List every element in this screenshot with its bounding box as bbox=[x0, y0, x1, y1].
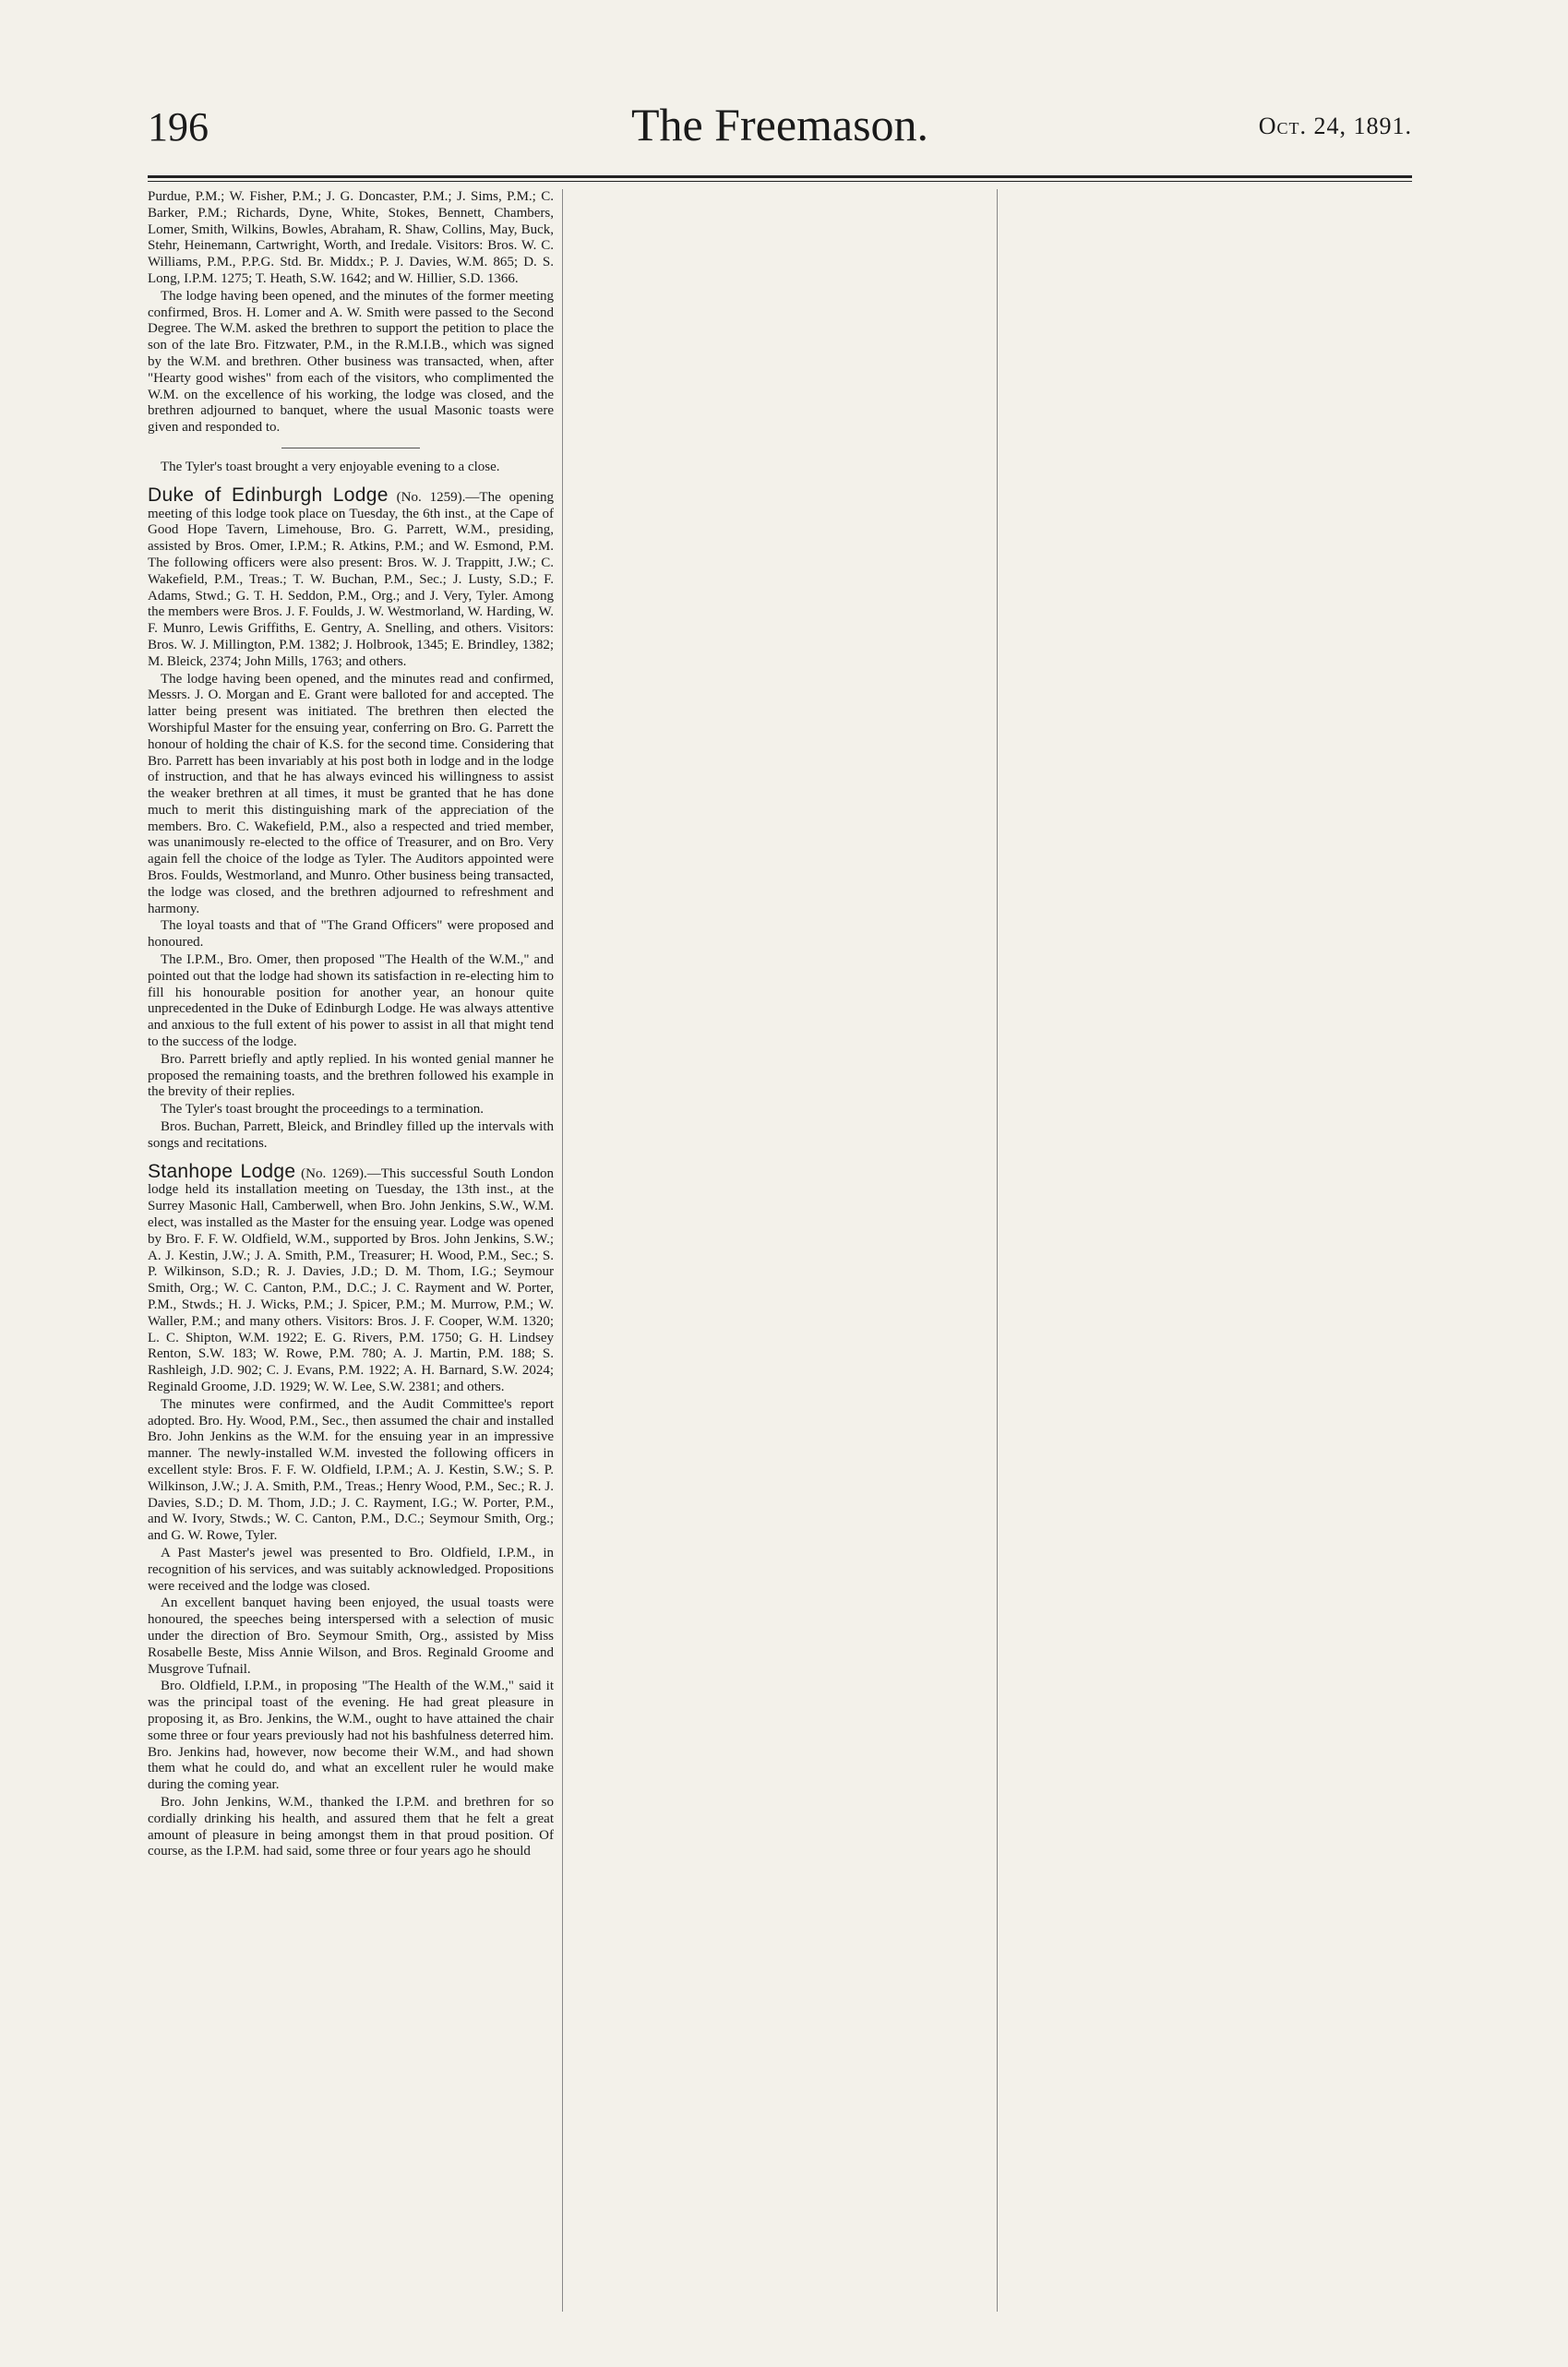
column-divider bbox=[997, 189, 998, 2312]
paragraph: The minutes were confirmed, and the Audit Committee's report adopted. Bro. Hy. Wood, P.M., Sec., then assumed the chair and installed Bro. John Jenkins as the W.M. for the ensuing year in an impressive manner. The newly-installed W.M. invested the following officers in excellent style: Bros. F. F. W. Oldfield, I.P.M.; A. J. Kestin, S.W.; S. P. Wilkinson, J.W.; J. A. Smith, P.M., Treas.; Henry Wood, P.M., Sec.; R. J. Davies, S.D.; D. M. Thom, J.D.; J. C. Rayment, I.G.; W. Porter, P.M., and W. Ivory, Stwds.; W. C. Canton, P.M., D.C.; Seymour Smith, Org.; and G. W. Rowe, Tyler. bbox=[148, 1396, 554, 1544]
paragraph: The Tyler's toast brought a very enjoyable evening to a close. bbox=[161, 459, 500, 474]
paragraph: This successful South London lodge held its installation meeting on Tuesday, the 13th inst., at the Surrey Masonic Hall, Camberwell, when Bro. John Jenkins, S.W., W.M. elect, was installed as the Master for the ensuing year. Lodge was opened by Bro. F. F. W. Oldfield, W.M., supported by Bros. John Jenkins, S.W.; A. J. Kestin, J.W.; J. A. Smith, P.M., Treasurer; H. Wood, P.M., Sec.; S. P. Wilkinson, S.D.; R. J. Davies, J.D.; D. M. Thom, I.G.; Seymour Smith, Org.; W. C. Canton, P.M., D.C.; J. C. Rayment and W. Porter, P.M., Stwds.; H. J. Wicks, P.M.; J. Spicer, P.M.; M. Murrow, P.M.; W. Waller, P.M.; and many others. Visitors: Bros. J. F. Cooper, W.M. 1320; L. C. Shipton, W.M. 1922; E. G. Rivers, P.M. 1750; G. H. Lindsey Renton, S.W. 183; W. Rowe, P.M. 780; A. J. Martin, P.M. 188; S. Rashleigh, J.D. 902; C. J. Evans, P.M. 1922; A. H. Barnard, S.W. 2024; Reginald Groome, J.D. 1929; W. W. Lee, S.W. 2381; and others. bbox=[148, 1166, 554, 1394]
lodge-heading: Stanhope Lodge bbox=[148, 1160, 296, 1182]
lodge-number: (No. 1269).— bbox=[301, 1166, 381, 1181]
paper-title: The Freemason. bbox=[630, 99, 929, 150]
paragraph: Bro. Parrett briefly and aptly replied. In his wonted genial manner he proposed the remaining toasts, and the brethren followed his example in the brevity of their replies. bbox=[148, 1051, 554, 1100]
column-divider bbox=[562, 189, 563, 2312]
paragraph: Bro. Oldfield, I.P.M., in proposing "The Health of the W.M.," said it was the principal toast of the evening. He had great pleasure in proposing it, as Bro. Jenkins, the W.M., ought to have attained the chair some three or four years previously had not his bashfulness deterred him. Bro. Jenkins had, however, now become their W.M., and had shown them what he could do, and what an excellent ruler he would make during the coming year. bbox=[148, 1679, 554, 1793]
page-number: 196 bbox=[148, 104, 209, 149]
report-duke-of-edinburgh-lodge bbox=[148, 484, 554, 1153]
paragraph: Bro. John Jenkins, W.M., thanked the I.P.M. and brethren for so cordially drinking his health, and assured them that he felt a great amount of pleasure in being amongst them in that proud position. Of course, as the I.P.M. had said, some three or four years ago he should bbox=[148, 1794, 554, 1859]
paragraph: A Past Master's jewel was presented to Bro. Oldfield, I.P.M., in recognition of his services, and was suitably acknowledged. Propositions were received and the lodge was closed. bbox=[148, 1545, 554, 1594]
masthead-rule bbox=[148, 175, 1412, 178]
paragraph: The Tyler's toast brought the proceedings to a termination. bbox=[161, 1102, 485, 1118]
paragraph: Bros. Buchan, Parrett, Bleick, and Brindley filled up the intervals with songs and recitations. bbox=[148, 1119, 554, 1151]
paragraph: The lodge having been opened, and the minutes read and confirmed, Messrs. J. O. Morgan and E. Grant were balloted for and accepted. The latter being present was initiated. The brethren then elected the Worshipful Master for the ensuing year, conferring on Bro. G. Parrett the honour of holding the chair of K.S. for the second time. Considering that Bro. Parrett has been invariably at his post both in lodge and in the lodge of instruction, and that he has always evinced his willingness to assist the weaker brethren at all times, it must be granted that he has done much to merit this distinguishing mark of the appreciation of the members. Bro. C. Wakefield, P.M., also a respected and tried member, was unanimously re-elected to the office of Treasurer, and on Bro. Very again fell the choice of the lodge as Tyler. The Auditors appointed were Bros. Foulds, Westmorland, and Munro. Other business being transacted, the lodge was closed, and the brethren adjourned to refreshment and harmony. bbox=[148, 671, 554, 916]
masthead-rule-thin bbox=[148, 181, 1412, 182]
report-stanhope-lodge bbox=[148, 1160, 554, 1860]
paragraph: The opening meeting of this lodge took place on Tuesday, the 6th inst., at the Cape of Good Hope Tavern, Limehouse, Bro. G. Parrett, W.M., presiding, assisted by Bros. Omer, I.P.M.; R. Atkins, P.M.; and W. Esmond, P.M. The following officers were also present: Bros. W. J. Trappitt, J.W.; C. Wakefield, P.M., Treas.; T. W. Buchan, P.M., Sec.; J. Lusty, S.D.; F. Adams, Stwd.; G. T. H. Seddon, P.M., Org.; and J. Very, Tyler. Among the members were Bros. J. F. Foulds, J. W. Westmorland, W. Harding, W. F. Munro, Lewis Griffiths, E. Gentry, A. Snelling, and others. Visitors: Bros. W. J. Millington, P.M. 1382; J. Holbrook, 1345; E. Brindley, 1382; M. Bleick, 2374; John Mills, 1763; and others. bbox=[148, 489, 554, 669]
lodge-number: (No. 1259).— bbox=[396, 489, 480, 505]
paragraph: The loyal toasts and that of "The Grand Officers" were proposed and honoured. bbox=[148, 918, 554, 950]
paragraph: The lodge having been opened, and the minutes of the former meeting confirmed, Bros. H. Lomer and A. W. Smith were passed to the Second Degree. The W.M. asked the brethren to support the petition to place the son of the late Bro. Fitzwater, P.M., in the R.M.I.B., which was signed by the W.M. and brethren. Other business was transacted, when, after "Hearty good wishes" from each of the visitors, who complimented the W.M. on the excellence of his working, the lodge was closed, and the brethren adjourned to banquet, where the usual Masonic toasts were given and responded to. bbox=[148, 288, 554, 436]
paragraph: The I.P.M., Bro. Omer, then proposed "The Health of the W.M.," and pointed out that the lodge had shown its satisfaction in re-electing him to fill his honourable position for another year, an honour quite unprecedented in the Duke of Edinburgh Lodge. He was always attentive and anxious to the full extent of his power to assist in all that might tend to the success of the lodge. bbox=[148, 952, 554, 1050]
paragraph: Purdue, P.M.; W. Fisher, P.M.; J. G. Doncaster, P.M.; J. Sims, P.M.; C. Barker, P.M.; Richards, Dyne, White, Stokes, Bennett, Chambers, Lomer, Smith, Wilkins, Bowles, Abraham, R. Shaw, Collins, May, Buck, Stehr, Heinemann, Cartwright, Worth, and Iredale. Visitors: Bros. W. C. Williams, P.M., P.P.G. Std. Br. Middx.; P. J. Davies, W.M. 865; D. S. Long, I.P.M. 1275; T. Heath, S.W. 1642; and W. Hillier, S.D. 1366. bbox=[148, 189, 554, 286]
issue-date: Oct. 24, 1891. bbox=[1258, 113, 1412, 139]
masthead bbox=[148, 92, 1412, 175]
lodge-heading: Duke of Edinburgh Lodge bbox=[148, 484, 389, 506]
column-1 bbox=[148, 189, 554, 2312]
paragraph: An excellent banquet having been enjoyed, the usual toasts were honoured, the speeches being interspersed with a selection of music under the direction of Bro. Seymour Smith, Org., assisted by Miss Rosabelle Beste, Miss Annie Wilson, and Bros. Reginald Groome and Musgrove Tufnail. bbox=[148, 1596, 554, 1677]
